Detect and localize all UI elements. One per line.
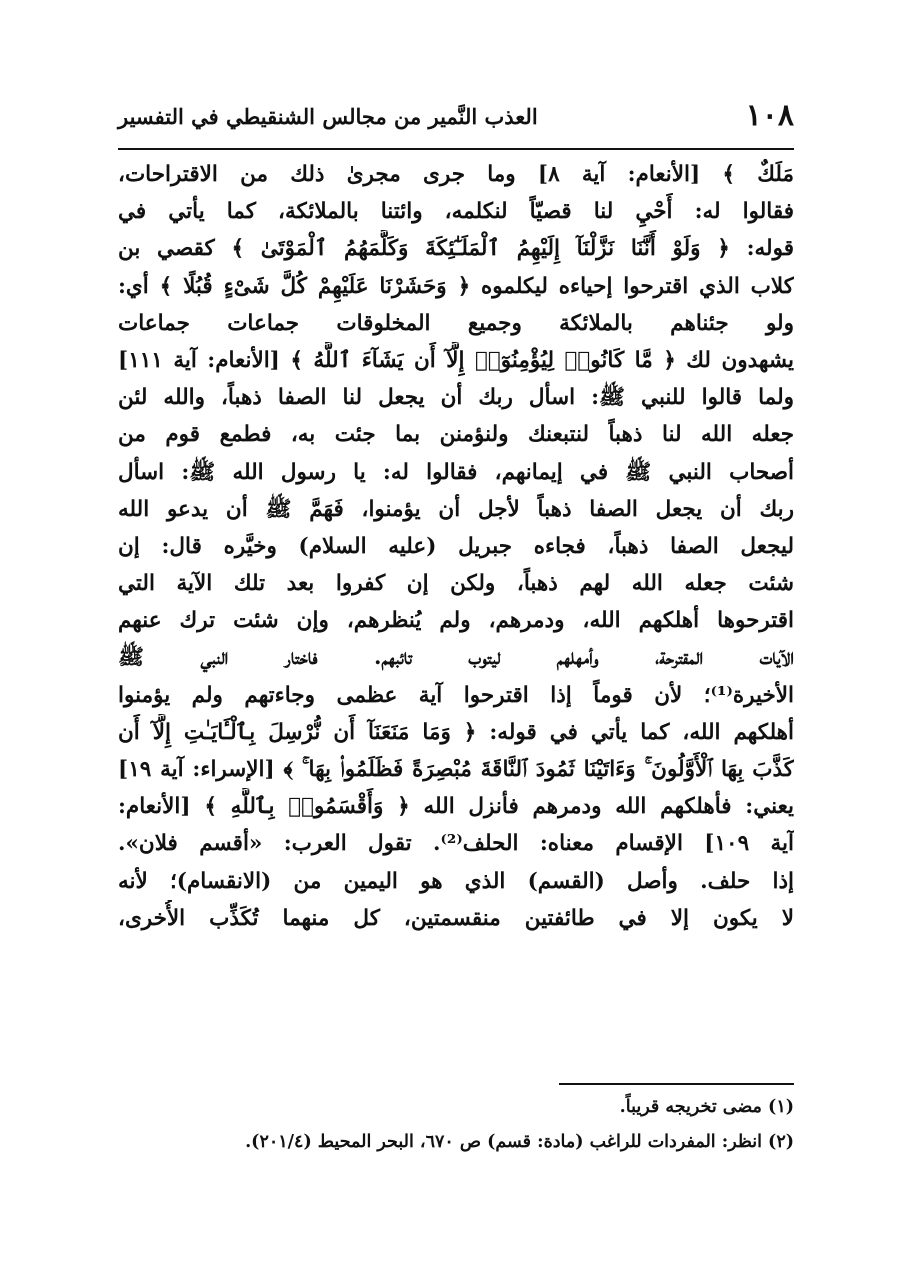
text-line: لا يكون إلا في طائفتين منقسمتين، كل منهما تُكَذِّب الأُخرى، [118, 905, 794, 931]
text-line: قوله: ﴿ وَلَوْ أَنَّنَا نَزَّلْنَآ إِلَيْهِمُ ٱلْمَلَـٰٓئِكَةَ وَكَلَّمَهُمُ ٱلْمَوْتَىٰ ﴾ كقصي بن [118, 236, 794, 262]
page-header [118, 92, 794, 150]
text-line: اقترحوها أهلكهم الله، ودمرهم، ولم يُنظرهم، وإن شئت ترك عنهم [118, 608, 794, 634]
text-line: آية ١٠٩] الإقسام معناه: الحلف⁽²⁾. تقول العرب: «أقسم فلان». [118, 831, 794, 857]
text-line: الآيات المقترحة، وأمهلهم ليتوب تائبهم. فاختار النبي ﷺ [118, 645, 794, 671]
body-text [118, 156, 794, 937]
text-line: كلاب الذي اقترحوا إحياءه ليكلموه ﴿ وَحَشَرْنَا عَلَيْهِمْ كُلَّ شَىْءٍ قُبُلًا ﴾ أي: [118, 273, 794, 299]
text-line: جعله الله لنا ذهباً لنتبعنك ولنؤمنن بما جئت به، فطمع قوم من [118, 422, 794, 448]
text-line: أهلكهم الله، كما يأتي في قوله: ﴿ وَمَا مَنَعَنَآ أَن نُّرْسِلَ بِٱلْـَٔايَـٰتِ إِلَّآ أَن [118, 719, 794, 745]
text-line: ولو جئناهم بالملائكة وجميع المخلوقات جماعات جماعات [118, 310, 794, 336]
text-line: الأخيرة⁽¹⁾؛ لأن قوماً إذا اقترحوا آية عظمى وجاءتهم ولم يؤمنوا [118, 682, 794, 708]
text-line: ليجعل الصفا ذهباً، فجاءه جبريل (عليه السلام) وخيَّره قال: إن [118, 533, 794, 559]
footnotes [118, 1090, 794, 1160]
text-line: مَلَكٌ ﴾ [الأنعام: آية ٨] وما جرى مجرىٰ ذلك من الاقتراحات، [118, 162, 794, 187]
text-line: أصحاب النبي ﷺ في إيمانهم، فقالوا له: يا رسول الله ﷺ: اسأل [118, 459, 794, 485]
text-line: يعني: فأهلكهم الله ودمرهم فأنزل الله ﴿ وَأَقْسَمُوا۟ بِٱللَّهِ ﴾ [الأنعام: [118, 794, 794, 820]
text-line: ولما قالوا للنبي ﷺ: اسأل ربك أن يجعل لنا الصفا ذهباً، والله لئن [118, 385, 794, 411]
text-line: فقالوا له: أَحْيِ لنا قصيّاً لنكلمه، وائتنا بالملائكة، كما يأتي في [118, 199, 794, 225]
footnote: (٢) انظر: المفردات للراغب (مادة: قسم) ص ٦٧٠، البحر المحيط (٢٠١/٤). [245, 1132, 794, 1152]
text-line: إذا حلف. وأصل (القسم) الذي هو اليمين من (الانقسام)؛ لأنه [118, 868, 794, 894]
footnote: (١) مضى تخريجه قريباً. [619, 1097, 794, 1117]
page-number: ١٠٨ [745, 98, 794, 133]
running-title: العذب النَّمير من مجالس الشنقيطي في التفسير [118, 104, 538, 129]
footnote-divider [559, 1083, 794, 1085]
text-line: ربك أن يجعل الصفا ذهباً لأجل أن يؤمنوا، فَهَمَّ ﷺ أن يدعو الله [118, 496, 794, 522]
text-line: يشهدون لك ﴿ مَّا كَانُوا۟ لِيُؤْمِنُوٓا۟ إِلَّآ أَن يَشَآءَ ٱللَّهُ ﴾ [الأنعام: آية ١١١] [118, 347, 794, 373]
text-line: كَذَّبَ بِهَا ٱلْأَوَّلُونَ ۚ وَءَاتَيْنَا ثَمُودَ ٱلنَّاقَةَ مُبْصِرَةً فَظَلَمُوا۟ بِهَا ۚ ﴾ [الإسراء: آية ١٩] [118, 757, 794, 782]
text-line: شئت جعله الله لهم ذهباً، ولكن إن كفروا بعد تلك الآية التي [118, 571, 794, 597]
